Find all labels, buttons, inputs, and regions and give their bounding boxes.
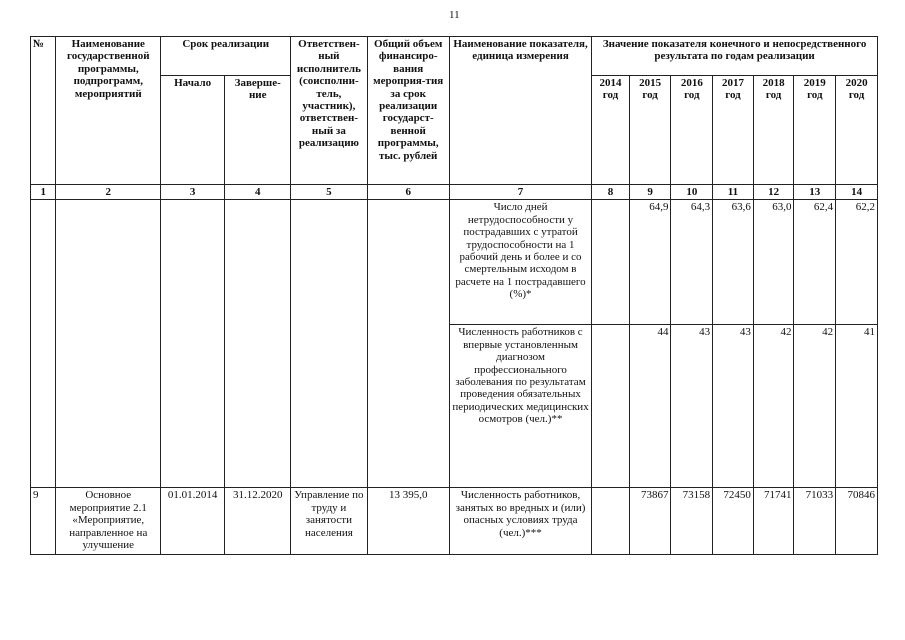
cell-start [161, 200, 225, 488]
header-start: Начало [161, 76, 225, 185]
column-number: 7 [449, 185, 591, 200]
column-number-row [31, 185, 878, 200]
start-date: 01.01.2014 [161, 488, 225, 555]
column-number: 5 [291, 185, 367, 200]
value-cell [592, 488, 630, 555]
header-year-2019: 2019 год [794, 76, 836, 185]
column-number: 9 [629, 185, 671, 200]
column-number: 11 [713, 185, 754, 200]
end-date: 31.12.2020 [225, 488, 291, 555]
value-cell: 62,2 [836, 200, 878, 325]
header-year-2017: 2017 год [713, 76, 754, 185]
column-number: 10 [671, 185, 713, 200]
value-cell: 73158 [671, 488, 713, 555]
indicator-cell: Число дней нетрудоспособности у пострадавших с утратой трудоспособности на 1 рабочий день и более и со смертельным исходом в расчете на 1 пострадавшего (%)* [449, 200, 591, 325]
value-cell: 42 [794, 325, 836, 488]
cell-no [31, 200, 56, 488]
header-year-2014: 2014 год [592, 76, 630, 185]
cell-financing [367, 200, 449, 488]
column-number: 1 [31, 185, 56, 200]
page-number: 11 [449, 9, 460, 21]
cell-executor [291, 200, 367, 488]
value-cell: 72450 [713, 488, 754, 555]
cell-name [56, 200, 161, 488]
value-cell: 64,9 [629, 200, 671, 325]
value-cell: 43 [713, 325, 754, 488]
header-financing: Общий объем финансиро-вания мероприя-тия за срок реализации государст-венной программы, тыс. рублей [367, 37, 449, 185]
value-cell: 71741 [753, 488, 794, 555]
column-number: 12 [753, 185, 794, 200]
program-name: Основное мероприятие 2.1 «Мероприятие, направленное на улучшение [56, 488, 161, 555]
header-term: Срок реализации [161, 37, 291, 76]
value-cell: 73867 [629, 488, 671, 555]
value-cell [592, 200, 630, 325]
header-values: Значение показателя конечного и непосредственного результата по годам реализации [592, 37, 878, 76]
financing-amount: 13 395,0 [367, 488, 449, 555]
column-number: 13 [794, 185, 836, 200]
table-row [31, 488, 878, 555]
value-cell: 63,0 [753, 200, 794, 325]
value-cell: 43 [671, 325, 713, 488]
program-table [30, 36, 878, 555]
value-cell: 44 [629, 325, 671, 488]
value-cell: 63,6 [713, 200, 754, 325]
row-number: 9 [31, 488, 56, 555]
indicator-cell: Численность работников с впервые установленным диагнозом профессионального заболевания по результатам проведения обязательных периодических медицинских осмотров (чел.)** [449, 325, 591, 488]
value-cell: 42 [753, 325, 794, 488]
value-cell: 71033 [794, 488, 836, 555]
header-year-2015: 2015 год [629, 76, 671, 185]
header-year-2020: 2020 год [836, 76, 878, 185]
value-cell: 70846 [836, 488, 878, 555]
header-no: № [31, 37, 56, 185]
header-year-2018: 2018 год [753, 76, 794, 185]
value-cell: 62,4 [794, 200, 836, 325]
cell-end [225, 200, 291, 488]
column-number: 4 [225, 185, 291, 200]
value-cell [592, 325, 630, 488]
value-cell: 64,3 [671, 200, 713, 325]
column-number: 3 [161, 185, 225, 200]
header-program-name: Наименование государственной программы, подпрограмм, мероприятий [56, 37, 161, 185]
header-year-2016: 2016 год [671, 76, 713, 185]
header-indicator: Наименование показателя, единица измерения [449, 37, 591, 185]
value-cell: 41 [836, 325, 878, 488]
column-number: 2 [56, 185, 161, 200]
header-end: Заверше-ние [225, 76, 291, 185]
header-executor: Ответствен-ный исполнитель (соисполни-тель, участник), ответствен-ный за реализацию [291, 37, 367, 185]
executor: Управление по труду и занятости населения [291, 488, 367, 555]
column-number: 6 [367, 185, 449, 200]
table-row [31, 200, 878, 325]
column-number: 8 [592, 185, 630, 200]
indicator-cell: Численность работников, занятых во вредных и (или) опасных условиях труда (чел.)*** [449, 488, 591, 555]
column-number: 14 [836, 185, 878, 200]
